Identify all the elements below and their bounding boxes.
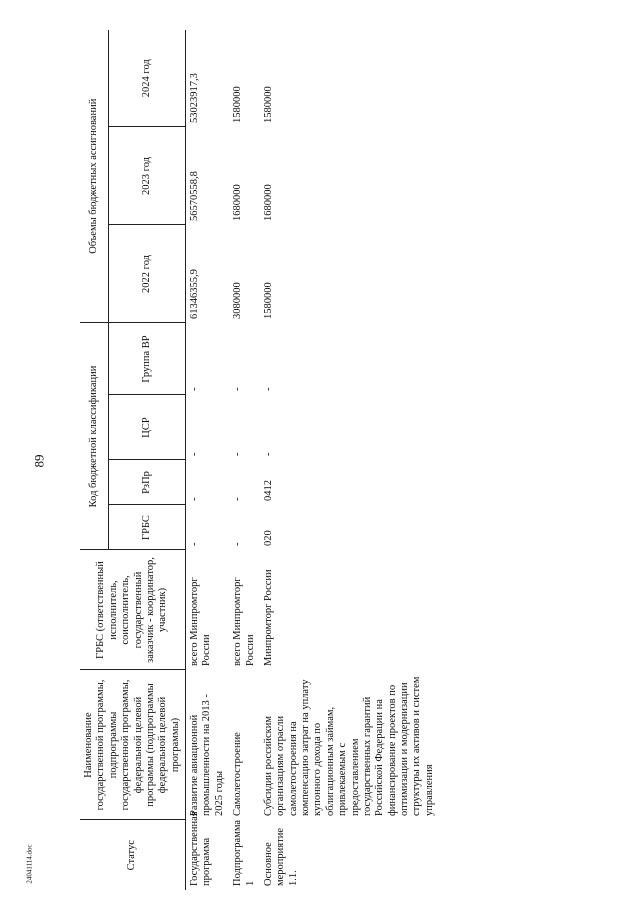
budget-table [80,30,439,890]
row-vr: - [232,387,244,391]
header-year-2024: 2024 год [109,30,186,127]
table-row [186,30,230,890]
header-year-2022: 2022 год [109,225,186,323]
header-year-2023: 2023 год [109,127,186,225]
header-code-rzpr: РзПр [109,460,186,505]
row-value-2023: 1680000 [262,184,274,221]
header-budget-code: Код бюджетной классификации [80,323,109,550]
header-grbs: ГРБС (ответственный исполнитель, соисполнитель, государственный заказчик - координатор, участник) [80,550,186,670]
row-vr: - [262,387,274,391]
row-rzpr: - [232,497,244,501]
row-grbs: всего Минпромторг России [232,577,256,666]
rotated-table-page [80,30,510,890]
row-grbs-code: - [232,542,244,546]
row-value-2022: 61346355,9 [189,269,200,319]
footer-doc-code: 24041114.doc [25,844,34,884]
row-csr: - [189,452,200,456]
header-code-grbs: ГРБС [109,505,186,550]
header-status: Статус [80,820,186,890]
row-value-2023: 1680000 [232,184,244,221]
row-value-2024: 1580000 [232,86,244,123]
row-grbs: Минпромторг России [262,569,274,666]
row-rzpr: 0412 [262,480,274,501]
header-program-name: Наименование государственной программы, подпрограммы государственной программы, федеральной целевой программы (подпрограммы федеральной целевой программы) [80,670,186,820]
row-value-2024: 53023917,3 [189,73,200,123]
row-name: Развитие авиационной промышленности на 2013 - 2025 годы [189,694,225,816]
row-value-2023: 56570558,8 [189,171,200,221]
row-status: Основное мероприятие 1.1. [262,828,299,886]
row-vr: - [189,387,200,391]
row-value-2024: 1580000 [262,86,274,123]
row-csr: - [232,452,244,456]
page-number: 89 [31,454,47,468]
row-status: Государственная программа [189,811,213,886]
row-rzpr: - [189,497,200,501]
table-row [229,30,260,890]
header-code-vr: Группа ВР [109,323,186,395]
row-value-2022: 1580000 [262,282,274,319]
table-row [260,30,439,890]
header-volumes: Объемы бюджетных ассигнований [80,30,109,323]
row-status: Подпрограмма 1 [232,819,256,886]
row-grbs-code: - [189,542,200,546]
row-grbs-code: 020 [262,530,274,546]
row-name: Субсидии российским организациям отрасли самолетостроения на компенсацию затрат на уплату купонного дохода по облигационным займам, привлекаемым с предоставлением государственных гарантий Российской Федерации на финансирование проектов по оптимизации и модернизации структуры их активов и систем управления [262,676,435,816]
row-csr: - [262,452,274,456]
row-grbs: всего Минпромторг России [189,577,213,666]
row-value-2022: 3080000 [232,282,244,319]
header-code-csr: ЦСР [109,395,186,460]
row-name: Самолетостроение [232,732,244,816]
